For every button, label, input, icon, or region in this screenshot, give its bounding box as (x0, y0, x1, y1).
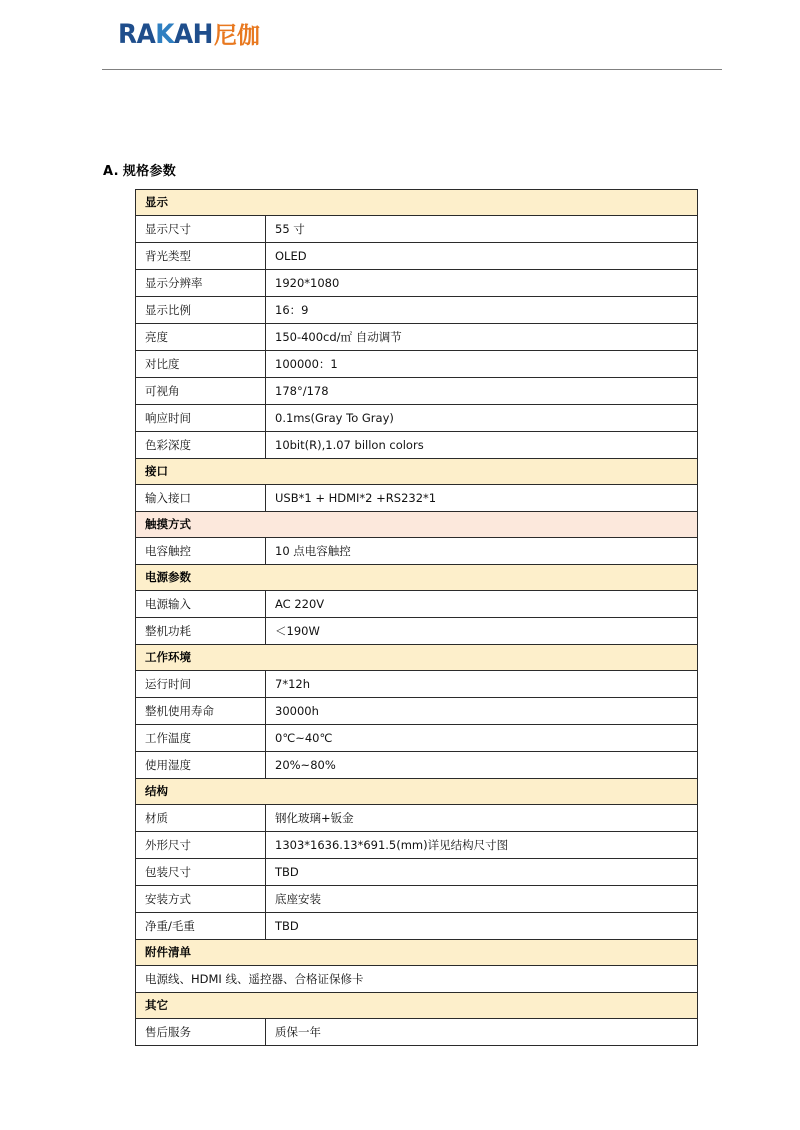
spec-group-header-row (136, 459, 698, 485)
spec-row-label: 对比度 (136, 351, 266, 378)
table-row (136, 752, 698, 779)
spec-row-label: 响应时间 (136, 405, 266, 432)
spec-row-value: 30000h (266, 698, 698, 725)
table-row (136, 378, 698, 405)
spec-row-value: 10 点电容触控 (266, 538, 698, 565)
spec-group-title: 电源参数 (136, 565, 698, 591)
spec-group-header-row (136, 645, 698, 671)
spec-row-label: 背光类型 (136, 243, 266, 270)
spec-group-title: 接口 (136, 459, 698, 485)
table-row (136, 886, 698, 913)
table-row (136, 297, 698, 324)
logo-text-ra: RA (118, 19, 156, 50)
table-row (136, 698, 698, 725)
spec-row-label: 包装尺寸 (136, 859, 266, 886)
spec-row-value: 10bit(R),1.07 billon colors (266, 432, 698, 459)
table-row (136, 485, 698, 512)
spec-row-label: 色彩深度 (136, 432, 266, 459)
spec-row-label: 售后服务 (136, 1019, 266, 1046)
spec-group-title: 触摸方式 (136, 512, 698, 538)
spec-row-value: TBD (266, 913, 698, 940)
spec-row-value: TBD (266, 859, 698, 886)
table-row (136, 966, 698, 993)
spec-row-label: 亮度 (136, 324, 266, 351)
spec-row-value: 20%~80% (266, 752, 698, 779)
spec-row-value: OLED (266, 243, 698, 270)
spec-row-label: 运行时间 (136, 671, 266, 698)
table-row (136, 913, 698, 940)
spec-row-value: 1920*1080 (266, 270, 698, 297)
spec-row-value: 1303*1636.13*691.5(mm)详见结构尺寸图 (266, 832, 698, 859)
spec-row-value: 底座安装 (266, 886, 698, 913)
spec-group-header-row (136, 512, 698, 538)
section-index: A. (103, 164, 119, 179)
table-row (136, 832, 698, 859)
spec-row-value: ＜190W (266, 618, 698, 645)
spec-row-label: 工作温度 (136, 725, 266, 752)
spec-group-header-row (136, 779, 698, 805)
document-header (0, 0, 800, 80)
spec-group-header-row (136, 940, 698, 966)
table-row (136, 1019, 698, 1046)
spec-row-label: 外形尺寸 (136, 832, 266, 859)
logo-wordmark (118, 21, 213, 48)
spec-row-label: 输入接口 (136, 485, 266, 512)
spec-row-value: 钢化玻璃+钣金 (266, 805, 698, 832)
spec-row-value: 150-400cd/㎡ 自动调节 (266, 324, 698, 351)
table-row (136, 671, 698, 698)
spec-row-value: 16：9 (266, 297, 698, 324)
table-row (136, 243, 698, 270)
table-row (136, 405, 698, 432)
spec-row-value: 100000：1 (266, 351, 698, 378)
rakah-logo (118, 20, 260, 48)
table-row (136, 216, 698, 243)
spec-row-value: USB*1 + HDMI*2 +RS232*1 (266, 485, 698, 512)
logo-text-k: K (155, 19, 174, 50)
specification-table-body (136, 190, 698, 1046)
spec-row-value: 55 寸 (266, 216, 698, 243)
spec-group-title: 显示 (136, 190, 698, 216)
table-row (136, 591, 698, 618)
spec-group-title: 工作环境 (136, 645, 698, 671)
spec-row-label: 显示尺寸 (136, 216, 266, 243)
spec-group-title: 结构 (136, 779, 698, 805)
spec-row-label: 电容触控 (136, 538, 266, 565)
specification-table-container (135, 189, 697, 1046)
spec-row-value: 7*12h (266, 671, 698, 698)
logo-chinese-name: 尼伽 (213, 23, 260, 49)
spec-row-label: 可视角 (136, 378, 266, 405)
spec-row-value: 质保一年 (266, 1019, 698, 1046)
spec-group-title: 其它 (136, 993, 698, 1019)
header-divider-rule (102, 69, 722, 70)
table-row (136, 725, 698, 752)
table-row (136, 618, 698, 645)
table-row (136, 324, 698, 351)
spec-row-value: 0℃~40℃ (266, 725, 698, 752)
spec-row-value: 0.1ms(Gray To Gray) (266, 405, 698, 432)
spec-row-label: 电源输入 (136, 591, 266, 618)
specification-table (135, 189, 698, 1046)
spec-row-label: 整机功耗 (136, 618, 266, 645)
spec-group-header-row (136, 190, 698, 216)
table-row (136, 859, 698, 886)
spec-row-label: 材质 (136, 805, 266, 832)
section-heading-text: 规格参数 (122, 164, 177, 179)
spec-group-header-row (136, 565, 698, 591)
spec-row-label: 显示分辨率 (136, 270, 266, 297)
spec-row-value: 178°/178 (266, 378, 698, 405)
table-row (136, 432, 698, 459)
page-title (103, 160, 176, 179)
spec-group-title: 附件清单 (136, 940, 698, 966)
spec-row-label: 使用湿度 (136, 752, 266, 779)
table-row (136, 805, 698, 832)
spec-row-label: 显示比例 (136, 297, 266, 324)
spec-row-label: 净重/毛重 (136, 913, 266, 940)
logo-text-ah: AH (173, 19, 213, 50)
table-row (136, 270, 698, 297)
spec-row-label: 安装方式 (136, 886, 266, 913)
spec-row-value: AC 220V (266, 591, 698, 618)
spec-row-label: 整机使用寿命 (136, 698, 266, 725)
table-row (136, 538, 698, 565)
spec-group-header-row (136, 993, 698, 1019)
spec-full-width-value: 电源线、HDMI 线、遥控器、合格证保修卡 (136, 966, 698, 993)
table-row (136, 351, 698, 378)
